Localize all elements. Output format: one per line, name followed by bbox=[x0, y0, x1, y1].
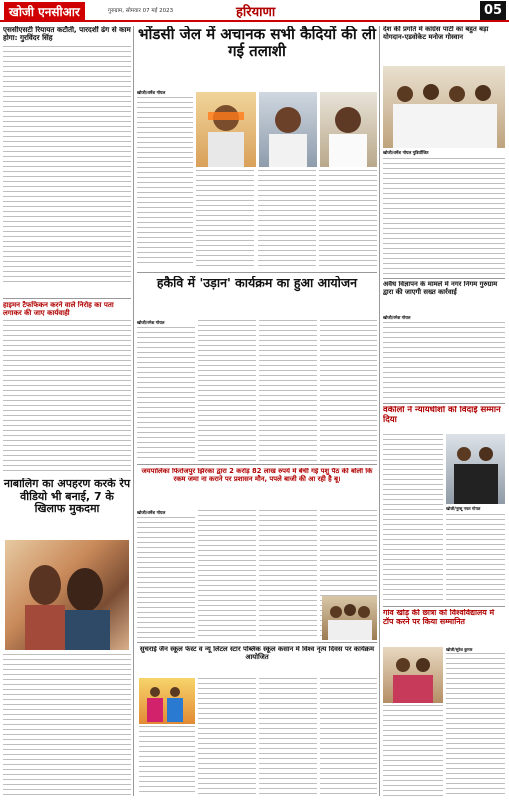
divider bbox=[3, 298, 131, 299]
jail-body-col3 bbox=[259, 510, 317, 640]
jail-body-col1 bbox=[137, 510, 195, 640]
meeting-photo bbox=[383, 66, 505, 148]
congress-photo bbox=[383, 66, 505, 148]
page-number: 05 bbox=[480, 1, 506, 20]
congress-body bbox=[383, 158, 505, 276]
sugrav-body-col1 bbox=[139, 726, 195, 796]
lawyers-photo bbox=[446, 434, 505, 504]
newspaper-logo: खोजी एनसीआर bbox=[4, 2, 85, 21]
lawyers-headline-box bbox=[383, 406, 505, 432]
gunhar-caption: खोजी/सुरेश कुमार bbox=[446, 647, 473, 652]
gunhar-photo bbox=[322, 596, 377, 640]
illustration bbox=[5, 540, 129, 650]
story-scst bbox=[3, 26, 131, 296]
congress-headline: देश की प्रगति में कांग्रेस पार्टी का बहुत बड़ा योगदान-एडवोकेट मनोज गोस्वान bbox=[383, 26, 489, 41]
story-kidnap-headline-box bbox=[3, 478, 131, 538]
story-kidnap-photo bbox=[5, 540, 129, 650]
gurugram-headline: अवैध विज्ञापन के मामले में नगर निगम गुरुग्राम द्वारा की जाएगी सख्त कार्रवाई bbox=[383, 281, 498, 296]
village-headline-box bbox=[383, 609, 505, 645]
divider bbox=[137, 642, 377, 643]
divider bbox=[383, 403, 505, 404]
column-rule bbox=[379, 26, 380, 796]
group-photo bbox=[446, 434, 505, 504]
village-photo bbox=[383, 647, 443, 703]
story-headline: नाबालिग का अपहरण करके रेप वीडियो भी बनाई, 7 के खिलाफ मुकदमा bbox=[3, 478, 131, 516]
story-body bbox=[3, 46, 131, 283]
sugrav-body-col4 bbox=[320, 678, 377, 796]
story-trafficking bbox=[3, 301, 131, 476]
group-photo bbox=[322, 596, 377, 640]
story-headline: हाइमन टैफफिकन करने वाले निरोह का पता लगाकर की जाए कार्यवाही bbox=[3, 301, 114, 318]
jail-headline: जयपालिका फिरोजपुर झिरका द्वारा 2 करोड़ 82 लाख रुपये में बेची गई पशु पैंठ की बोली कि रकम जमा ना कराने पर प्रशासन मौन, पपले बाजी की आ रही है बू। bbox=[141, 468, 373, 483]
congress-headline-box bbox=[383, 26, 505, 64]
divider bbox=[137, 464, 377, 465]
lawyers-body-col2 bbox=[446, 514, 505, 604]
story-kidnap-body bbox=[3, 654, 131, 796]
lead-body-col3 bbox=[258, 170, 316, 270]
lead-byline: खोजी/धर्मेश गोयल bbox=[137, 90, 166, 95]
udaan-byline: खोजी/रमेश गोयल bbox=[137, 320, 165, 325]
divider bbox=[383, 606, 505, 607]
story-headline: एससीएसटी रियायत कटौती, पारदर्शी ढंग से काम होगा: गुरविंदर सिंह bbox=[3, 26, 131, 43]
divider bbox=[137, 272, 377, 273]
portrait bbox=[320, 92, 377, 167]
sugrav-photo bbox=[139, 678, 195, 724]
lead-headline-box bbox=[137, 26, 377, 88]
lead-body-col4 bbox=[319, 170, 377, 270]
lawyers-caption-box bbox=[446, 506, 505, 512]
lawyers-headline: वकीलों ने न्यायधीशों को विदाई सम्मान दिया bbox=[383, 406, 501, 425]
portrait bbox=[196, 92, 256, 167]
jail-headline-box bbox=[137, 468, 377, 508]
lead-body-col2 bbox=[196, 170, 254, 270]
sugrav-body-col2 bbox=[198, 678, 256, 796]
gurugram-body bbox=[383, 315, 505, 401]
sugrav-headline-box bbox=[137, 646, 377, 676]
sugrav-headline: सुचराई जैन स्कूल फेस्ट व न्यू लिटल स्टार पब्लिक स्कूल कसान में विश्व नृत्य दिवस पर कार्यक्रम आयोजित bbox=[139, 646, 375, 661]
dance-photo bbox=[139, 678, 195, 724]
date-line: गुरुग्राम, सोमवार 07 मई 2023 bbox=[108, 8, 174, 14]
udaan-body-col3 bbox=[259, 320, 317, 462]
udaan-body-col2 bbox=[198, 320, 256, 462]
jail-body-col2 bbox=[198, 510, 256, 640]
village-headline: गांव खोड़ की छात्रा को विश्वविद्यालय में टॉप करने पर किया सम्मानित bbox=[383, 609, 495, 626]
udaan-headline-box bbox=[137, 276, 377, 318]
lead-photo-3 bbox=[320, 92, 377, 167]
udaan-body-col4 bbox=[320, 320, 377, 462]
congress-byline: खोजी/धर्मेश गोयल गुडिर्योजित bbox=[383, 150, 429, 155]
village-body-col1 bbox=[383, 705, 443, 796]
gurugram-headline-box bbox=[383, 281, 505, 313]
story-body bbox=[3, 320, 131, 472]
section-title: हरियाणा bbox=[236, 5, 276, 20]
sugrav-body-col3 bbox=[259, 678, 317, 796]
lead-headline: भोंडसी जेल में अचानक सभी कैदियों की ली गई तलाशी bbox=[137, 26, 376, 61]
ceremony-photo bbox=[383, 647, 443, 703]
masthead bbox=[0, 0, 509, 22]
lead-photo-2 bbox=[259, 92, 317, 167]
lawyers-body-col1 bbox=[383, 434, 443, 604]
udaan-body-col1 bbox=[137, 320, 195, 462]
village-body-col2 bbox=[446, 647, 505, 796]
jail-byline: खोजी/धर्मेश गोयल bbox=[137, 510, 166, 515]
congress-byline-box bbox=[383, 150, 505, 156]
gurugram-byline: खोजी/रमेश गोयल bbox=[383, 315, 411, 320]
lead-photo-1 bbox=[196, 92, 256, 167]
column-rule bbox=[133, 26, 134, 796]
portrait bbox=[259, 92, 317, 167]
divider bbox=[383, 278, 505, 279]
lead-body-col1 bbox=[137, 90, 193, 270]
lawyers-caption: खोजी/नूरसू नफर गोयल bbox=[446, 506, 481, 511]
udaan-headline: हकैवि में 'उड़ान' कार्यक्रम का हुआ आयोजन bbox=[156, 276, 358, 290]
